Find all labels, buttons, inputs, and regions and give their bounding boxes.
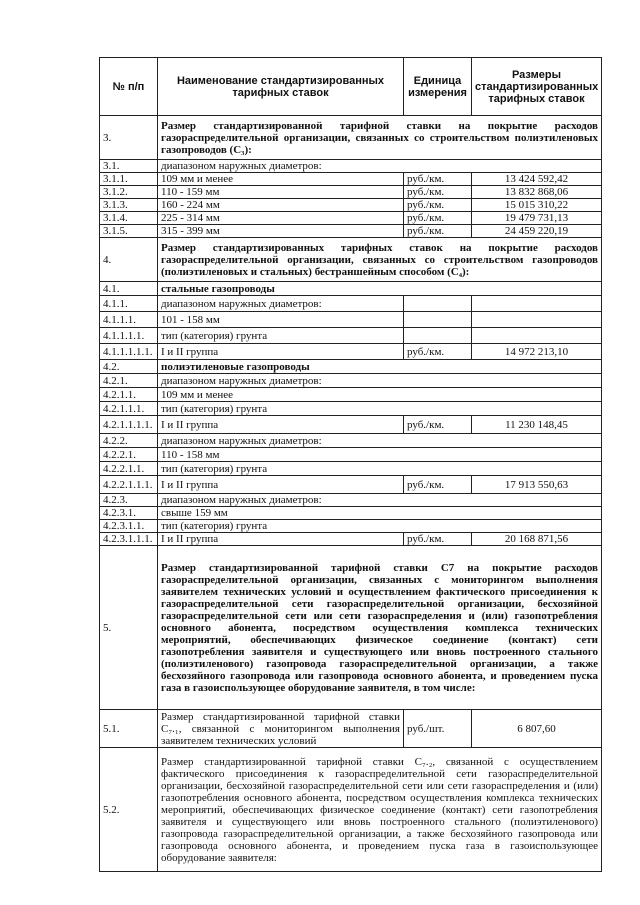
row-number: 4.1.: [100, 282, 158, 296]
table-row: [100, 212, 602, 225]
table-row: [100, 296, 602, 312]
row-number: 5.1.: [100, 710, 158, 748]
row-number: 3.1.4.: [100, 212, 158, 225]
row-number: 4.2.1.1.: [100, 388, 158, 402]
row-unit: руб./км.: [404, 533, 472, 546]
row-unit: руб./км.: [404, 173, 472, 186]
row-unit: руб./км.: [404, 416, 472, 434]
row-number: 3.1.1.: [100, 173, 158, 186]
row-unit: [404, 312, 472, 328]
header-size: Размеры стандартизированных тарифных ставок: [472, 58, 602, 116]
row-name: диапазоном наружных диаметров:: [158, 434, 602, 448]
table-row: [100, 448, 602, 462]
table-row: [100, 328, 602, 344]
row-unit: [404, 296, 472, 312]
row-name: 109 мм и менее: [158, 173, 404, 186]
row-value: [472, 296, 602, 312]
row-name: 315 - 399 мм: [158, 225, 404, 238]
row-name: Размер стандартизированной тарифной ставки на покрытие расходов газораспределительной организации, связанных со строительством полиэтиленовых газопроводов (С₃):: [158, 116, 602, 160]
row-number: 4.2.1.: [100, 374, 158, 388]
table-row: [100, 225, 602, 238]
row-number: 5.: [100, 546, 158, 710]
row-unit: руб./км.: [404, 225, 472, 238]
row-name: Размер стандартизированной тарифной ставки С₇.₂, связанной с осуществлением фактического присоединения к газораспределительной сети газораспределительной организации, бесхозяйной газораспределительной сети или сети газораспределения и (или) газопотребления основного абонента, посредством осуществления комплекса технических мероприятий, обеспечивающих физическое соединение (контакт) сети газопотребления заявителя и существующего или вновь построенного стального (полиэтиленового) газопровода газораспределительной организации, а также бесхозяйного газопровода или газопровода основного абонента, и проведением пуска газа в газоиспользующее оборудование заявителя:: [158, 748, 602, 872]
row-name: полиэтиленовые газопроводы: [158, 360, 602, 374]
row-value: 14 972 213,10: [472, 344, 602, 360]
row-name: 101 - 158 мм: [158, 312, 404, 328]
table-row: [100, 282, 602, 296]
header-number: № п/п: [100, 58, 158, 116]
row-name: I и II группа: [158, 476, 404, 494]
row-name: тип (категория) грунта: [158, 520, 602, 533]
row-name: I и II группа: [158, 344, 404, 360]
row-number: 4.2.2.: [100, 434, 158, 448]
table-row: [100, 462, 602, 476]
row-value: 24 459 220,19: [472, 225, 602, 238]
row-number: 4.1.1.1.1.: [100, 328, 158, 344]
table-body: [100, 116, 602, 872]
row-name: тип (категория) грунта: [158, 402, 602, 416]
row-number: 4.2.3.1.1.1.: [100, 533, 158, 546]
table-row: [100, 434, 602, 448]
row-name: диапазоном наружных диаметров:: [158, 494, 602, 507]
row-number: 4.2.: [100, 360, 158, 374]
row-number: 3.1.2.: [100, 186, 158, 199]
table-row: [100, 388, 602, 402]
row-value: 15 015 310,22: [472, 199, 602, 212]
row-name: 109 мм и менее: [158, 388, 602, 402]
row-number: 4.2.3.: [100, 494, 158, 507]
row-unit: руб./км.: [404, 199, 472, 212]
row-value: 17 913 550,63: [472, 476, 602, 494]
row-unit: руб./км.: [404, 344, 472, 360]
table-row: [100, 374, 602, 388]
table-row: [100, 507, 602, 520]
row-number: 3.: [100, 116, 158, 160]
row-name: тип (категория) грунта: [158, 328, 404, 344]
table-row: [100, 160, 602, 173]
table-row: [100, 710, 602, 748]
row-number: 4.1.1.1.: [100, 312, 158, 328]
row-number: 3.1.3.: [100, 199, 158, 212]
row-number: 4.1.1.1.1.1.: [100, 344, 158, 360]
row-name: Размер стандартизированной тарифной ставки С7 на покрытие расходов газораспределительной организации, связанных с мониторингом выполнения заявителем технических условий и осуществлением фактического присоединения к газораспределительной сети газораспределительной организации, бесхозяйной газораспределительной сети или сети газораспределения и (или) газопотребления основного абонента, посредством осуществления комплекса технических мероприятий, обеспечивающих физическое соединение (контакт) сети газопотребления заявителя и существующего или вновь построенного стального (полиэтиленового) газопровода газораспределительной организации, а также бесхозяйного газопровода или газопровода основного абонента, и проведением пуска газа в газоиспользующее оборудование заявителя, в том числе:: [158, 546, 602, 710]
row-number: 3.1.5.: [100, 225, 158, 238]
table-row: [100, 546, 602, 710]
table-row: [100, 533, 602, 546]
table-row: [100, 173, 602, 186]
row-number: 4.2.2.1.1.1.: [100, 476, 158, 494]
row-value: 20 168 871,56: [472, 533, 602, 546]
row-name: диапазоном наружных диаметров:: [158, 374, 602, 388]
row-name: Размер стандартизированных тарифных ставок на покрытие расходов газораспределительной организации, связанных со строительством газопроводов (полиэтиленовых и стальных) бестраншейным способом (С₄):: [158, 238, 602, 282]
table-row: [100, 238, 602, 282]
row-name: 225 - 314 мм: [158, 212, 404, 225]
table-row: [100, 520, 602, 533]
row-value: 11 230 148,45: [472, 416, 602, 434]
row-number: 4.: [100, 238, 158, 282]
row-name: 160 - 224 мм: [158, 199, 404, 212]
row-value: [472, 312, 602, 328]
table-row: [100, 199, 602, 212]
table-row: [100, 402, 602, 416]
row-unit: [404, 328, 472, 344]
row-unit: руб./км.: [404, 186, 472, 199]
row-number: 3.1.: [100, 160, 158, 173]
row-name: диапазоном наружных диаметров:: [158, 296, 404, 312]
tariff-table: [99, 57, 602, 872]
row-name: I и II группа: [158, 416, 404, 434]
row-value: 6 807,60: [472, 710, 602, 748]
row-name: I и II группа: [158, 533, 404, 546]
row-number: 4.2.2.1.1.: [100, 462, 158, 476]
row-value: 19 479 731,13: [472, 212, 602, 225]
row-number: 4.2.2.1.: [100, 448, 158, 462]
header-name: Наименование стандартизированных тарифных ставок: [158, 58, 404, 116]
row-value: [472, 328, 602, 344]
row-number: 4.1.1.: [100, 296, 158, 312]
row-value: 13 424 592,42: [472, 173, 602, 186]
table-row: [100, 312, 602, 328]
row-name: свыше 159 мм: [158, 507, 602, 520]
row-number: 4.2.3.1.1.: [100, 520, 158, 533]
table-row: [100, 494, 602, 507]
table-row: [100, 116, 602, 160]
row-number: 5.2.: [100, 748, 158, 872]
row-name: Размер стандартизированной тарифной ставки С₇.₁, связанной с мониторингом выполнения заявителем технических условий: [158, 710, 404, 748]
row-unit: руб./км.: [404, 476, 472, 494]
table-row: [100, 344, 602, 360]
row-unit: руб./км.: [404, 212, 472, 225]
header-unit: Единица измерения: [404, 58, 472, 116]
table-row: [100, 748, 602, 872]
table-row: [100, 186, 602, 199]
row-name: тип (категория) грунта: [158, 462, 602, 476]
row-unit: руб./шт.: [404, 710, 472, 748]
row-number: 4.2.3.1.: [100, 507, 158, 520]
row-number: 4.2.1.1.1.1.: [100, 416, 158, 434]
table-header-row: [100, 58, 602, 116]
table-row: [100, 476, 602, 494]
row-name: 110 - 158 мм: [158, 448, 602, 462]
row-number: 4.2.1.1.1.: [100, 402, 158, 416]
row-name: 110 - 159 мм: [158, 186, 404, 199]
table-row: [100, 360, 602, 374]
row-name: стальные газопроводы: [158, 282, 602, 296]
row-value: 13 832 868,06: [472, 186, 602, 199]
table-row: [100, 416, 602, 434]
row-name: диапазоном наружных диаметров:: [158, 160, 602, 173]
